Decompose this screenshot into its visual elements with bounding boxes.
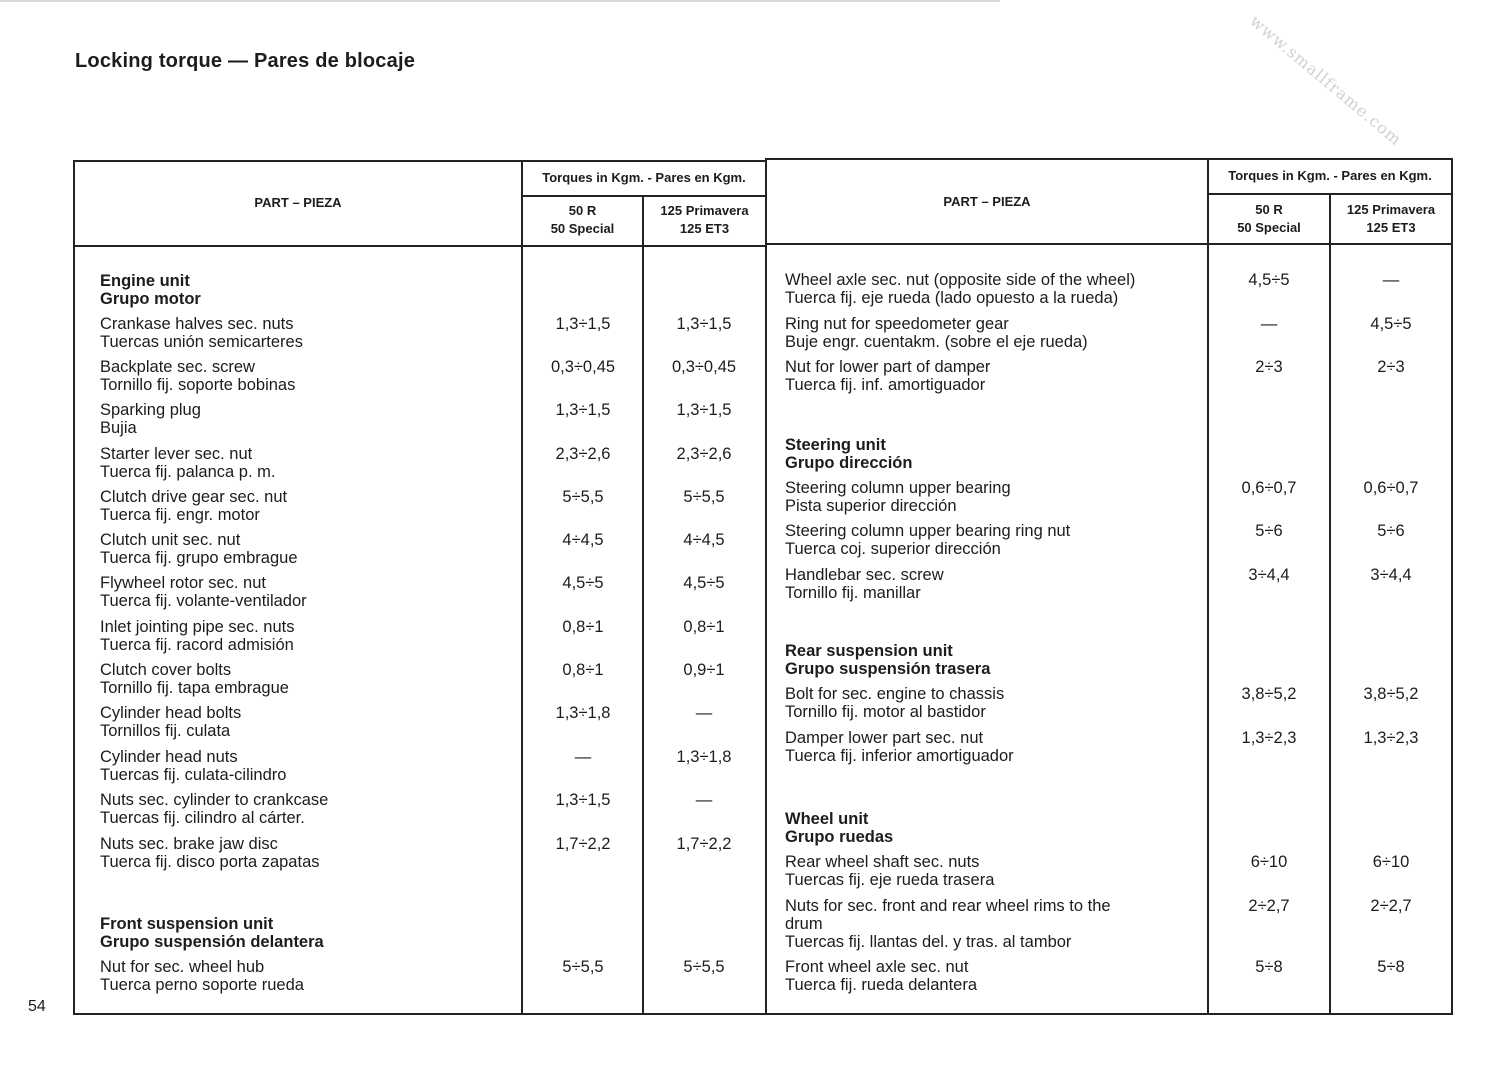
torque-value-50: 1,3÷1,5 xyxy=(555,791,611,809)
table-row xyxy=(100,704,241,740)
watermark: www.smallframe.com xyxy=(1246,11,1406,150)
table-row xyxy=(785,685,1004,721)
table-row xyxy=(100,531,298,567)
part-name-es: Tuerca fij. inf. amortiguador xyxy=(785,376,986,394)
part-name-es: Tuercas fij. llantas del. y tras. al tambor xyxy=(785,933,1072,951)
part-name-es: Tuerca fij. racord admisión xyxy=(100,636,294,654)
col-a-line1: 50 R xyxy=(1255,202,1283,217)
torque-value-125: 0,8÷1 xyxy=(683,618,725,636)
right-col-a-header xyxy=(1209,201,1329,237)
part-name-en: Nuts for sec. front and rear wheel rims to the xyxy=(785,897,1111,915)
torque-value-50: 1,3÷1,8 xyxy=(555,704,611,722)
torque-value-125: 1,7÷2,2 xyxy=(676,835,732,853)
left-header-bottom xyxy=(73,245,767,247)
torque-value-125: 4÷4,5 xyxy=(683,531,725,549)
table-row xyxy=(785,358,990,394)
part-name-en: Backplate sec. screw xyxy=(100,358,255,376)
torque-value-50: 1,7÷2,2 xyxy=(555,835,611,853)
torque-value-125: 4,5÷5 xyxy=(1370,315,1412,333)
torque-value-125: 6÷10 xyxy=(1372,853,1410,871)
part-name-es: Tornillo fij. tapa embrague xyxy=(100,679,289,697)
table-row xyxy=(100,445,275,481)
part-name-en: Ring nut for speedometer gear xyxy=(785,315,1009,333)
torque-value-50: — xyxy=(574,748,592,766)
right-part-header: PART – PIEZA xyxy=(943,194,1031,209)
part-name-es: Tuerca fij. palanca p. m. xyxy=(100,463,276,481)
col-b-line1: 125 Primavera xyxy=(1346,202,1436,217)
part-name-es: Tuercas unión semicarteres xyxy=(100,333,303,351)
torque-value-50: 4,5÷5 xyxy=(562,574,604,592)
part-name-es: Tuercas fij. eje rueda trasera xyxy=(785,871,995,889)
torque-value-50: 4,5÷5 xyxy=(1248,271,1290,289)
part-name-es: Tuerca fij. eje rueda (lado opuesto a la rueda) xyxy=(785,289,1119,307)
part-name-es: Tuerca fij. engr. motor xyxy=(100,506,260,524)
col-a-line1: 50 R xyxy=(568,203,597,218)
table-row xyxy=(100,358,295,394)
torque-value-125: 2÷3 xyxy=(1377,358,1405,376)
torque-value-125: 1,3÷2,3 xyxy=(1363,729,1419,747)
part-name-en: Damper lower part sec. nut xyxy=(785,729,984,747)
torque-value-125: 1,3÷1,5 xyxy=(676,315,732,333)
part-name-en: Wheel axle sec. nut (opposite side of the wheel) xyxy=(785,271,1136,289)
torque-value-50: 6÷10 xyxy=(1250,853,1288,871)
left-col-b-header xyxy=(644,202,765,238)
section-wheel-unit: Wheel unit Grupo ruedas xyxy=(785,810,894,846)
part-name-en: Nuts sec. cylinder to crankcase xyxy=(100,791,329,809)
part-name-es: Tuerca fij. inferior amortiguador xyxy=(785,747,1014,765)
torque-value-125: 5÷6 xyxy=(1377,522,1405,540)
part-name-en: Clutch drive gear sec. nut xyxy=(100,488,288,506)
part-name-en: Steering column upper bearing ring nut xyxy=(785,522,1071,540)
part-name-en: Clutch cover bolts xyxy=(100,661,232,679)
table-row xyxy=(785,566,944,602)
torque-value-125: — xyxy=(695,704,713,722)
part-name-en: Nut for lower part of damper xyxy=(785,358,991,376)
part-name-en: Nuts sec. brake jaw disc xyxy=(100,835,278,853)
table-row xyxy=(100,958,304,994)
page-title: Locking torque — Pares de blocaje xyxy=(75,50,416,72)
torque-value-50: 3÷4,4 xyxy=(1248,566,1290,584)
torque-value-50: 2÷2,7 xyxy=(1248,897,1290,915)
page-number: 54 xyxy=(28,998,46,1015)
col-b-line1: 125 Primavera xyxy=(660,203,749,218)
torque-value-50: 4÷4,5 xyxy=(562,531,604,549)
part-name-en: Clutch unit sec. nut xyxy=(100,531,241,549)
torque-value-50: 1,3÷1,5 xyxy=(555,401,611,419)
torque-value-125: 5÷5,5 xyxy=(683,488,725,506)
part-name-en: Flywheel rotor sec. nut xyxy=(100,574,266,592)
part-name-es: Tuerca fij. disco porta zapatas xyxy=(100,853,320,871)
part-name-en: Front wheel axle sec. nut xyxy=(785,958,969,976)
left-torques-header: Torques in Kgm. - Pares en Kgm. xyxy=(542,170,746,185)
part-name-es: Tuercas fij. cilindro al cárter. xyxy=(100,809,305,827)
torque-value-125: 0,9÷1 xyxy=(683,661,725,679)
torque-value-50: 5÷5,5 xyxy=(562,958,604,976)
top-rule xyxy=(0,0,1000,2)
table-row xyxy=(100,791,328,827)
table-row xyxy=(785,522,1070,558)
torque-value-125: 5÷5,5 xyxy=(683,958,725,976)
table-row xyxy=(785,315,1088,351)
part-name-en: Bolt for sec. engine to chassis xyxy=(785,685,1005,703)
part-name-es: Tuerca fij. grupo embrague xyxy=(100,549,298,567)
part-name-es: Tuerca perno soporte rueda xyxy=(100,976,304,994)
torque-value-125: 3÷4,4 xyxy=(1370,566,1412,584)
left-col-a-header xyxy=(523,202,642,238)
torque-value-125: 3,8÷5,2 xyxy=(1363,685,1419,703)
part-name-es: Tornillos fij. culata xyxy=(100,722,231,740)
torque-value-50: 5÷6 xyxy=(1255,522,1283,540)
part-name-en: Inlet jointing pipe sec. nuts xyxy=(100,618,295,636)
part-name-es: Pista superior dirección xyxy=(785,497,957,515)
part-name-en: Steering column upper bearing xyxy=(785,479,1011,497)
table-row xyxy=(100,401,201,437)
torque-value-50: 2÷3 xyxy=(1255,358,1283,376)
part-name-es: Tornillo fij. manillar xyxy=(785,584,921,602)
section-steering-unit: Steering unit Grupo dirección xyxy=(785,436,913,472)
torque-value-125: 0,6÷0,7 xyxy=(1363,479,1419,497)
torque-value-125: — xyxy=(695,791,713,809)
table-row xyxy=(100,315,303,351)
part-name-es: Tuerca coj. superior dirección xyxy=(785,540,1001,558)
part-name-es: Bujia xyxy=(100,419,137,437)
part-name-en: Rear wheel shaft sec. nuts xyxy=(785,853,980,871)
table-row xyxy=(100,661,289,697)
table-row xyxy=(785,729,1014,765)
torque-value-50: 5÷8 xyxy=(1255,958,1283,976)
torque-value-125: 4,5÷5 xyxy=(683,574,725,592)
col-a-line2: 50 Special xyxy=(550,221,615,236)
torque-value-125: — xyxy=(1382,271,1400,289)
col-b-line2: 125 ET3 xyxy=(1366,220,1416,235)
part-name-en: Cylinder head bolts xyxy=(100,704,242,722)
right-col-b-header xyxy=(1331,201,1451,237)
part-name-en: Starter lever sec. nut xyxy=(100,445,253,463)
col-a-line2: 50 Special xyxy=(1237,220,1301,235)
part-name-es: Tuerca fij. volante-ventilador xyxy=(100,592,307,610)
table-row xyxy=(785,897,1111,951)
torque-value-50: 3,8÷5,2 xyxy=(1241,685,1297,703)
left-header-split xyxy=(521,195,767,197)
part-name-en: Crankase halves sec. nuts xyxy=(100,315,294,333)
torque-value-125: 2,3÷2,6 xyxy=(676,445,732,463)
torque-value-50: 0,8÷1 xyxy=(562,661,604,679)
part-name-en: Cylinder head nuts xyxy=(100,748,238,766)
torque-value-50: 2,3÷2,6 xyxy=(555,445,611,463)
right-header-split xyxy=(1207,193,1453,195)
part-name-es: Buje engr. cuentakm. (sobre el eje rueda) xyxy=(785,333,1088,351)
table-row xyxy=(785,271,1135,307)
table-row xyxy=(100,748,286,784)
section-engine-unit: Engine unit Grupo motor xyxy=(100,272,201,308)
part-name-en: Sparking plug xyxy=(100,401,201,419)
right-header-bottom xyxy=(765,243,1453,245)
table-row xyxy=(785,479,1011,515)
torque-value-50: 0,8÷1 xyxy=(562,618,604,636)
part-name-en: Handlebar sec. screw xyxy=(785,566,944,584)
torque-value-125: 1,3÷1,5 xyxy=(676,401,732,419)
torque-value-50: — xyxy=(1260,315,1278,333)
torque-value-125: 0,3÷0,45 xyxy=(671,358,737,376)
table-row xyxy=(100,488,287,524)
table-row xyxy=(785,853,994,889)
torque-value-125: 5÷8 xyxy=(1377,958,1405,976)
part-name-en: Nut for sec. wheel hub xyxy=(100,958,265,976)
right-torques-header: Torques in Kgm. - Pares en Kgm. xyxy=(1228,168,1432,183)
torque-value-50: 1,3÷2,3 xyxy=(1241,729,1297,747)
section-rear-suspension: Rear suspension unit Grupo suspensión trasera xyxy=(785,642,991,678)
part-name-es: Tuerca fij. rueda delantera xyxy=(785,976,977,994)
torque-value-125: 2÷2,7 xyxy=(1370,897,1412,915)
table-row xyxy=(100,618,294,654)
part-name-es: Tuercas fij. culata-cilindro xyxy=(100,766,287,784)
col-b-line2: 125 ET3 xyxy=(679,221,730,236)
torque-value-50: 5÷5,5 xyxy=(562,488,604,506)
left-part-header: PART – PIEZA xyxy=(254,195,342,210)
torque-value-50: 0,3÷0,45 xyxy=(550,358,616,376)
part-name-en-cont: drum xyxy=(785,915,823,933)
torque-value-50: 1,3÷1,5 xyxy=(555,315,611,333)
table-row xyxy=(100,835,320,871)
part-name-es: Tornillo fij. motor al bastidor xyxy=(785,703,986,721)
part-name-es: Tornillo fij. soporte bobinas xyxy=(100,376,296,394)
torque-value-125: 1,3÷1,8 xyxy=(676,748,732,766)
section-front-suspension: Front suspension unit Grupo suspensión delantera xyxy=(100,915,324,951)
table-row xyxy=(100,574,307,610)
table-row xyxy=(785,958,977,994)
torque-value-50: 0,6÷0,7 xyxy=(1241,479,1297,497)
